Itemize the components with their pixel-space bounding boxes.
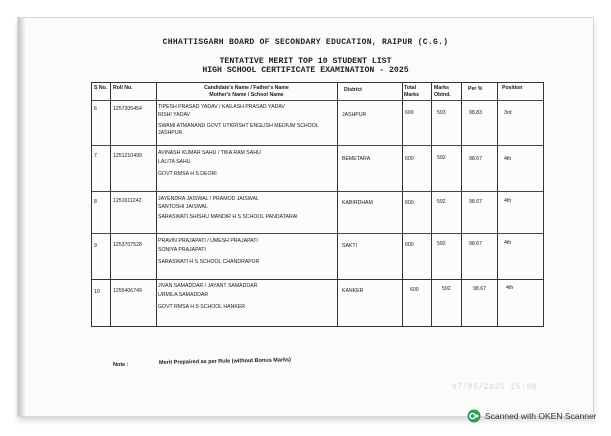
row-school-line1: SARASWATI SHISHU MANDIR H S SCHOOL PANDATARAI (158, 214, 298, 220)
header-total-line2: Marks (404, 92, 419, 98)
row-roll: 1257205454 (113, 106, 142, 112)
header-percent: Per % (468, 86, 483, 92)
row-mother: LALITA SAHU (158, 159, 191, 165)
header-obtained-line2: Obtnd. (434, 92, 451, 98)
row-roll: 1253707528 (113, 242, 142, 248)
row-sno: 8 (94, 199, 97, 205)
scanner-watermark (467, 409, 597, 423)
row-school-line1: SARASWATI H S SCHOOL CHANDRAPUR (158, 259, 260, 265)
header-roll: Roll No. (113, 85, 133, 91)
row-obtained: 592 (437, 241, 446, 247)
row-obtained: 592 (437, 199, 446, 205)
row-obtained: 593 (437, 110, 446, 116)
row-school-line2: JASHPUR (158, 130, 183, 136)
row-total: 600 (405, 242, 414, 248)
note-label: Note : (113, 362, 129, 368)
row-total: 600 (405, 156, 414, 162)
row-names: TIPESH PRASAD YADAV / KAILASH PRASAD YADAV (158, 104, 285, 110)
row-district: SAKTI (342, 243, 357, 249)
row-school-line1: GOVT RMSA H S SCHOOL HANKER (158, 304, 246, 310)
row-district: KABIRDHAM (342, 200, 373, 206)
row-names: PRAVIN PRAJAPATI / UMESH PRAJAPATI (158, 238, 258, 244)
row-district: KANKER (342, 288, 364, 294)
row-names: JIVAN SAMADDAR / JAYANT SAMADDAR (158, 283, 258, 289)
header-sno: S No. (94, 85, 108, 91)
row-obtained: 592 (442, 286, 451, 292)
oken-scanner-logo-icon (467, 409, 481, 423)
header-candidate-line1: Candidate's Name / Father's Name (204, 85, 289, 91)
row-sno: 10 (94, 289, 100, 295)
row-names: AVINASH KUMAR SAHU / TIKA RAM SAHU (158, 150, 261, 156)
row-district: BEMETARA (342, 156, 371, 162)
row-mother: SONIYA PRAJAPATI (158, 247, 206, 253)
header-candidate-line2: Mother's Name / School Name (209, 92, 284, 98)
row-percent: 98.83 (469, 110, 482, 116)
row-percent: 98.67 (469, 199, 482, 205)
row-mother: URMILA SAMADDAR (158, 292, 209, 298)
row-position: 3rd (504, 110, 512, 116)
row-district: JASHPUR (342, 112, 367, 118)
row-school-line1: GOVT RMSA H S DEORI (158, 171, 217, 177)
row-total: 600 (410, 287, 419, 293)
date-stamp: 07/05/2025 15:00 (452, 383, 537, 392)
row-position: 4th (504, 240, 512, 246)
row-roll: 1255406749 (113, 288, 142, 294)
row-sno: 6 (94, 106, 97, 112)
row-sno: 9 (94, 243, 97, 249)
row-total: 600 (405, 110, 414, 116)
row-mother: SANTOSHI JAISWAL (158, 204, 208, 210)
row-total: 600 (405, 200, 414, 206)
header-obtained-line1: Marks (434, 85, 449, 91)
row-position: 4th (506, 285, 514, 291)
board-name: CHHATTISGARH BOARD OF SECONDARY EDUCATION, RAIPUR (C.G.) (162, 38, 449, 47)
list-title: TENTATIVE MERIT TOP 10 STUDENT LIST (219, 57, 392, 66)
row-names: JAYENDRA JAISWAL / PRAMOD JAISWAL (158, 196, 259, 202)
row-sno: 7 (94, 153, 97, 159)
row-mother: RISHI YADAV (158, 112, 190, 118)
row-percent: 98.67 (469, 241, 482, 247)
row-position: 4th (504, 198, 512, 204)
row-position: 4th (504, 156, 512, 162)
merit-table-continued (91, 279, 544, 327)
row-percent: 98.67 (469, 156, 482, 162)
header-district: District (344, 87, 362, 93)
merit-table (91, 82, 544, 280)
header-position: Position (502, 85, 523, 91)
row-roll: 1251210499 (113, 153, 142, 159)
row-obtained: 592 (437, 155, 446, 161)
row-roll: 1251611242 (113, 198, 142, 204)
header-total-line1: Total (404, 85, 417, 91)
row-percent: 98.67 (473, 286, 486, 292)
note-text: Merit Prepaired as per Rule (without Bonus Marks) (158, 357, 292, 366)
row-school-line1: SWAMI ATMANAND GOVT UTKRISHT ENGLISH MEDIUM SCHOOL (158, 123, 319, 129)
exam-title: HIGH SCHOOL CERTIFICATE EXAMINATION - 2025 (202, 66, 409, 75)
scanner-label: Scanned with OKEN Scanner (485, 411, 597, 421)
